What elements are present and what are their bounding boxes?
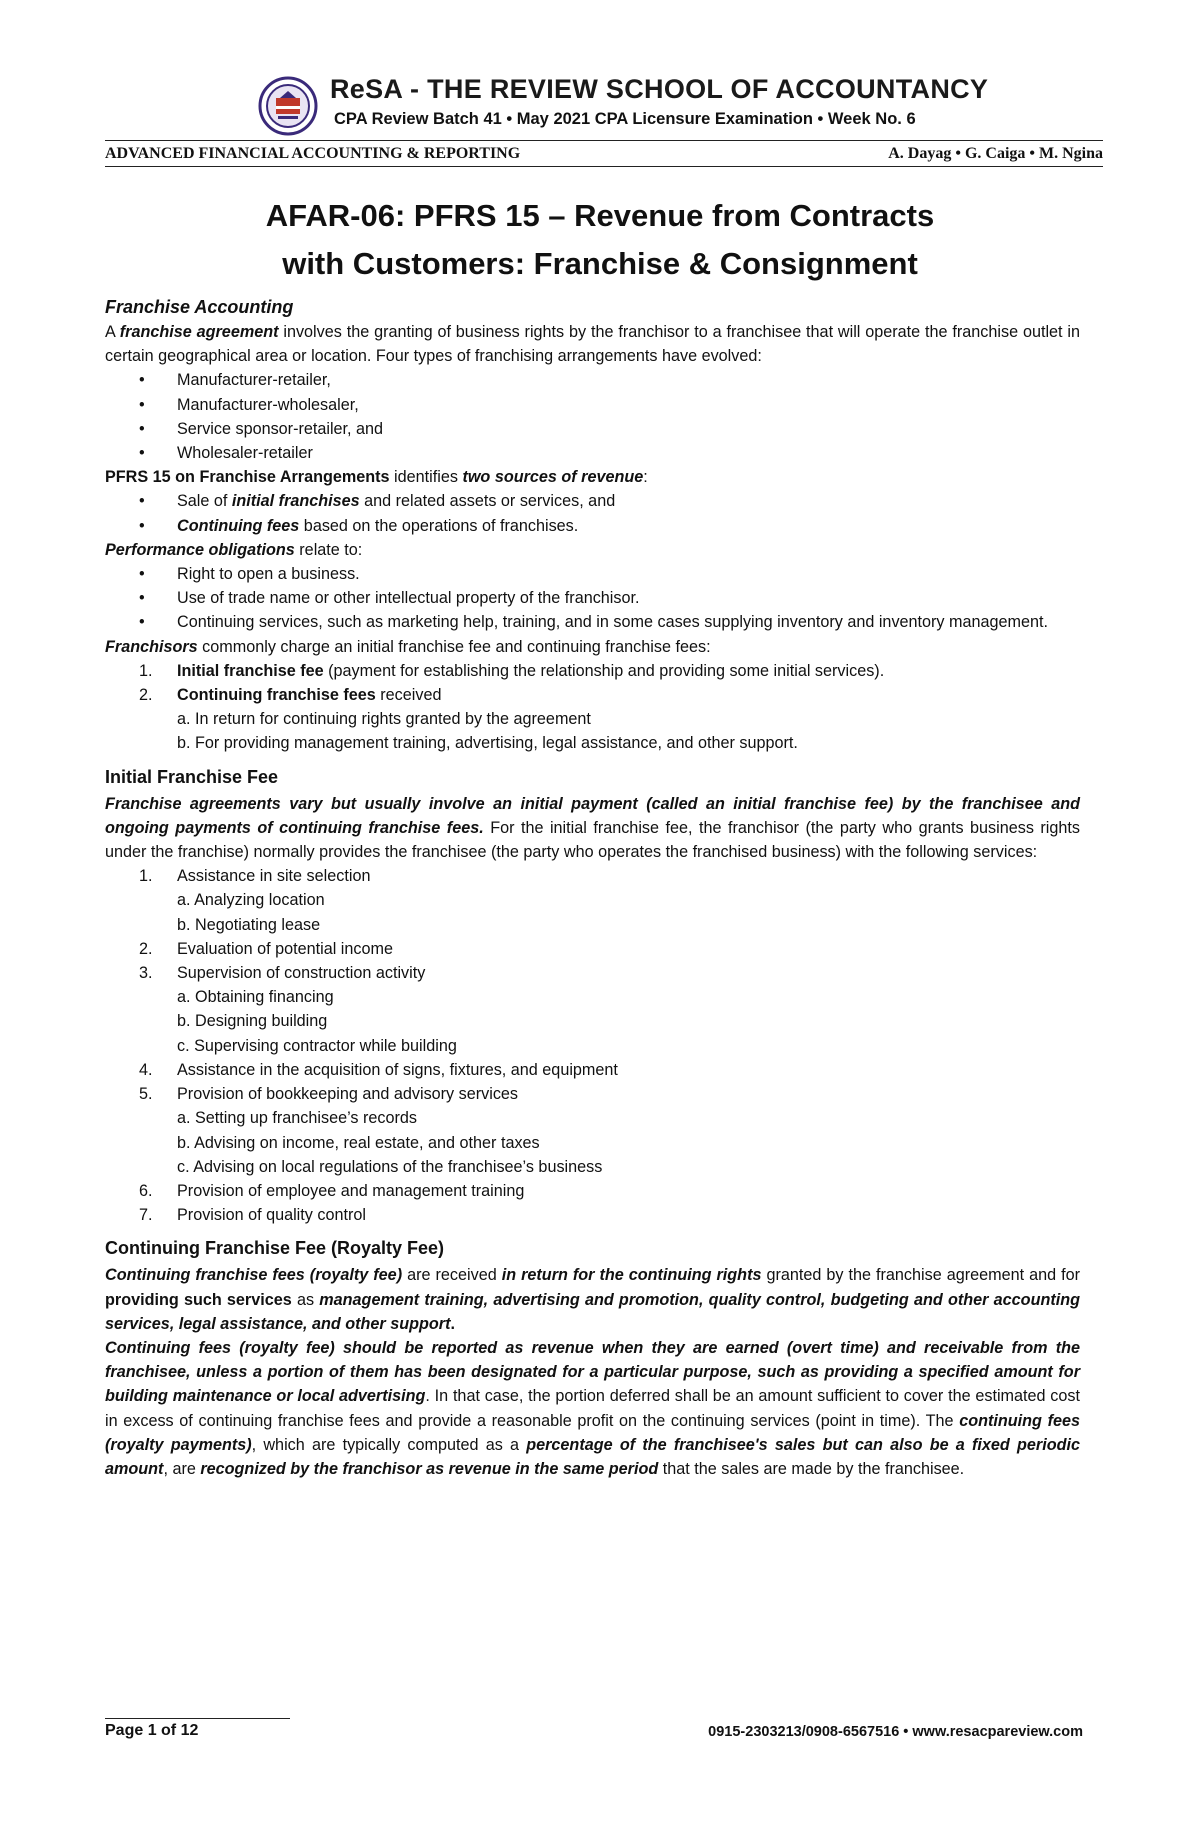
term: Continuing franchise fees (royalty fee) [105,1266,403,1285]
service-item [105,1058,1080,1082]
service-text: Supervision of construction activity [177,964,426,983]
service-item [105,961,1080,1058]
header-rule-top [105,140,1103,141]
authors-label: A. Dayag • G. Caiga • M. Ngina [888,145,1103,162]
services-list [105,864,1080,1227]
term: initial franchises [231,492,360,511]
service-item [105,1203,1080,1227]
paragraph-pfrs15 [105,465,1080,489]
revenue-sources-list [105,489,1080,537]
text: based on the operations of franchises. [299,516,579,535]
list-number: 1. [139,661,153,680]
paragraph-continuing-2 [105,1336,1080,1481]
list-item [105,489,1080,513]
text: For the initial franchise fee, the franchisor (the party who grants business rights under the franchise) normally provides the franchisee (the party who operates the franchised business) with the following services: [105,818,1081,862]
sub-item: b. Designing building [177,1012,328,1031]
service-item [105,1082,1080,1179]
list-number: 7. [139,1206,153,1225]
service-text: Assistance in the acquisition of signs, fixtures, and equipment [177,1060,618,1079]
service-text: Evaluation of potential income [177,939,393,958]
list-number: 2. [139,686,153,705]
sub-item: a. Obtaining financing [177,988,334,1007]
text: A [105,323,120,341]
section-heading-franchise-accounting: Franchise Accounting [105,297,294,317]
text: . In that case, the portion deferred shall be an amount sufficient to cover the estimated cost in excess of continuing franchise fees and provide a reasonable profit on the continuing services (point in time). The [105,1387,1080,1430]
text: : [643,468,648,487]
term: Performance obligations [105,540,295,559]
text: identifies [389,468,463,487]
franchise-types-list [105,368,1080,465]
performance-obligations-list [105,562,1080,635]
section-heading-initial-fee: Initial Franchise Fee [105,766,279,787]
list-number: 3. [139,964,153,983]
term: PFRS 15 on Franchise Arrangements [105,468,390,487]
term: continuing fees (royalty payments) [105,1411,1080,1454]
paragraph-continuing-1 [105,1263,1080,1336]
text: and related assets or services, and [359,492,616,511]
contact-info: 0915-2303213/0908-6567516 • www.resacpareview.com [708,1724,1083,1740]
sub-item: a. Analyzing location [177,891,325,910]
emphasis: recognized by the franchisor as revenue in the same period [200,1459,659,1478]
page-title-line1: AFAR-06: PFRS 15 – Revenue from Contracts [265,198,935,233]
list-number: 5. [139,1085,153,1104]
text: that the sales are made by the franchisee. [658,1459,965,1478]
emphasis: percentage of the franchisee's sales but can also be a fixed periodic amount [105,1435,1080,1478]
list-item [105,683,1080,756]
paragraph-performance-obligations [105,538,1080,562]
subject-label: ADVANCED FINANCIAL ACCOUNTING & REPORTING [105,145,521,162]
text: relate to: [294,540,363,559]
list-item: • Manufacturer-wholesaler, [105,393,1080,417]
text: Sale of [177,492,232,511]
service-item [105,864,1080,937]
term: two sources of revenue [462,468,644,487]
text: , which are typically computed as a [251,1435,527,1454]
service-text: Provision of employee and management training [177,1181,525,1200]
paragraph-intro [105,320,1080,368]
list-item [105,514,1080,538]
term: Initial franchise fee [177,661,324,680]
list-item [105,659,1080,683]
service-text: Provision of bookkeeping and advisory services [177,1085,519,1104]
list-item: • Continuing services, such as marketing help, training, and in some cases supplying inventory and inventory management. [105,610,1080,634]
emphasis: Continuing fees (royalty fee) should be reported as revenue when they are earned (overt time) and receivable from the franchisee, unless a portion of them has been designated for a particular purpose, such as providing a specified amount for building maintenance or local advertising [105,1338,1080,1406]
footer-rule [105,1718,290,1719]
list-item: • Service sponsor-retailer, and [105,417,1080,441]
service-text: Provision of quality control [177,1206,366,1225]
term-franchise-agreement: franchise agreement [119,323,279,341]
school-name: ReSA - THE REVIEW SCHOOL OF ACCOUNTANCY [330,74,989,104]
header-rule-bottom [105,166,1103,167]
sub-item: b. For providing management training, advertising, legal assistance, and other support. [177,734,798,753]
sub-item: a. Setting up franchisee’s records [177,1109,417,1128]
sub-item: c. Supervising contractor while building [177,1036,457,1055]
text: (payment for establishing the relationship and providing some initial services). [323,661,885,680]
service-item [105,1179,1080,1203]
fees-list [105,659,1080,756]
list-number: 4. [139,1060,153,1079]
list-number: 6. [139,1181,153,1200]
emphasis: Franchise agreements vary but usually involve an initial payment (called an initial franchise fee) by the franchisee and ongoing payments of continuing franchise fees. [105,794,1080,837]
text: are received [402,1266,502,1285]
term: Continuing fees [177,516,300,535]
school-seal-logo [258,76,318,136]
batch-line: CPA Review Batch 41 • May 2021 CPA Licensure Examination • Week No. 6 [334,110,916,128]
list-number: 1. [139,867,153,886]
section-heading-continuing-fee: Continuing Franchise Fee (Royalty Fee) [105,1238,445,1259]
term: Continuing franchise fees [177,686,376,705]
emphasis: management training, advertising and promotion, quality control, budgeting and other accounting services, legal assistance, and other support [105,1290,1081,1333]
paragraph-initial-fee [105,792,1080,865]
sub-item: a. In return for continuing rights granted by the agreement [177,710,591,729]
list-item: • Use of trade name or other intellectual property of the franchisor. [105,586,1080,610]
emphasis: providing such services [105,1290,292,1309]
list-item: • Manufacturer-retailer, [105,368,1080,392]
page-title-line2: with Customers: Franchise & Consignment [282,246,918,281]
text: received [375,686,442,705]
emphasis: in return for the continuing rights [501,1266,762,1285]
term: Franchisors [105,637,198,656]
page-number: Page 1 of 12 [105,1722,199,1739]
list-item: • Right to open a business. [105,562,1080,586]
text: commonly charge an initial franchise fee and continuing franchise fees: [197,637,711,656]
list-item: • Wholesaler-retailer [105,441,1080,465]
sub-item: b. Advising on income, real estate, and other taxes [177,1133,540,1152]
sub-item: c. Advising on local regulations of the franchisee’s business [177,1157,603,1176]
list-number: 2. [139,939,153,958]
paragraph-franchisors [105,635,1080,659]
text: , are [163,1459,201,1478]
text: as [291,1290,320,1309]
service-item [105,937,1080,961]
text: granted by the franchise agreement and for [761,1266,1081,1285]
text: involves the granting of business rights by the franchisor to a franchisee that will operate the franchise outlet in certain geographical area or location. Four types of franchising arrangements have evolved: [105,323,1081,366]
document-body [105,294,1080,1481]
sub-item: b. Negotiating lease [177,915,321,934]
service-text: Assistance in site selection [177,867,371,886]
text: . [450,1314,455,1333]
